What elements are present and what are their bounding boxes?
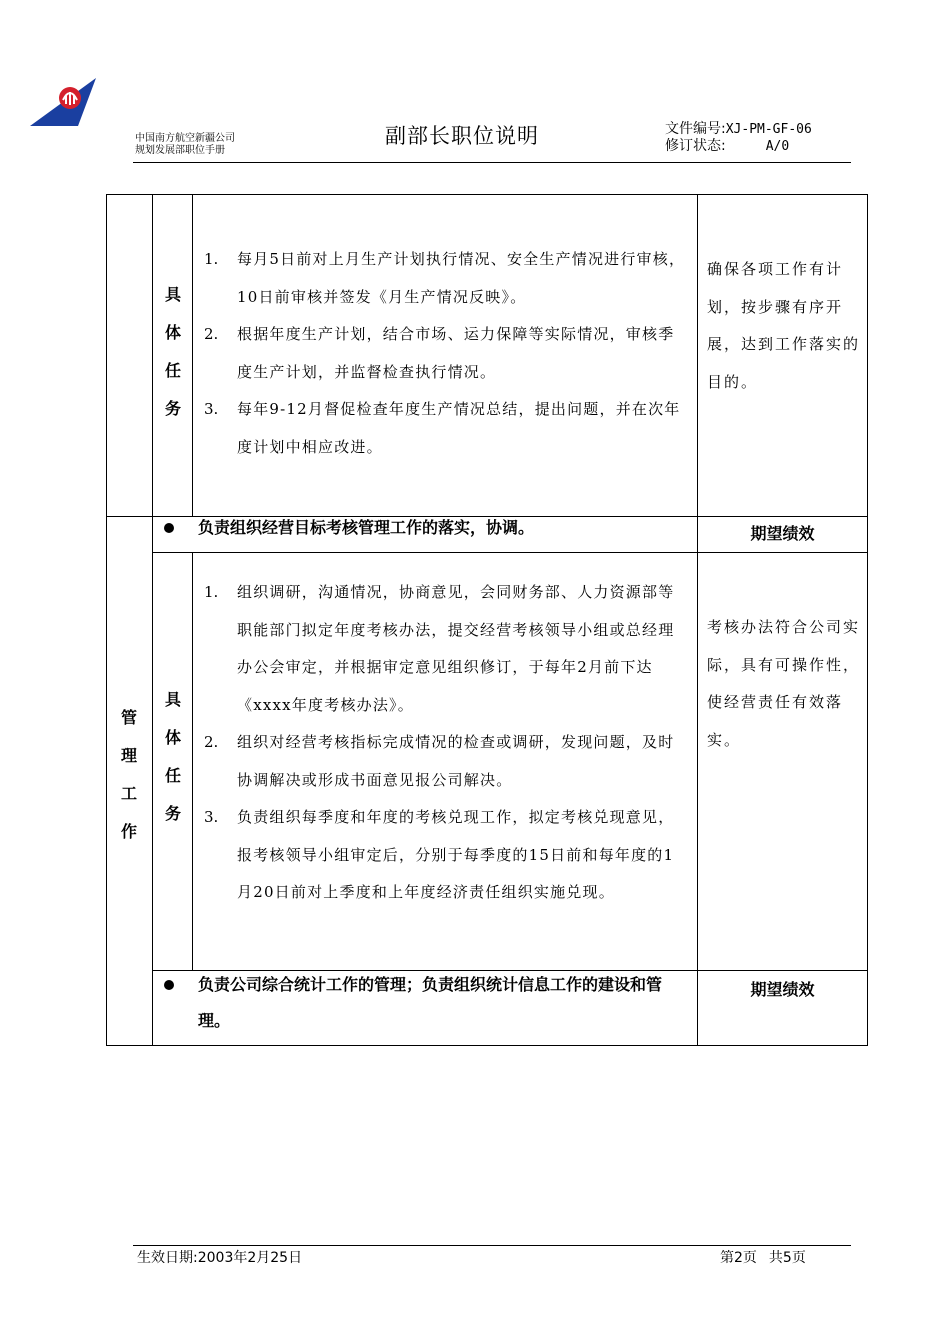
list-item [204,724,690,799]
page-number: 第2页 [720,1250,757,1266]
company-name [135,133,235,157]
list-item [204,241,690,316]
task-text: 根据年度生产计划，结合市场、运力保障等实际情况，审核季度生产计划，并监督检查执行情况。 [237,325,675,381]
expected-performance-header-2: 期望绩效 [750,980,815,999]
table-divider-result [697,194,698,1046]
table-row-divider-2 [152,552,868,553]
task-number: 1. [204,583,219,601]
duty-heading-3: 负责公司综合统计工作的管理；负责组织统计信息工作的建设和管理。 [198,975,663,1030]
duty-heading-2: 负责组织经营目标考核管理工作的落实，协调。 [198,518,535,537]
doc-no-value: XJ-PM-GF-06 [725,122,812,137]
expected-result-2: 考核办法符合公司实际，具有可操作性，使经营责任有效落实。 [707,618,861,749]
page-total: 共5页 [768,1250,806,1266]
company-line2: 规划发展部职位手册 [135,145,225,156]
expected-performance-header-1: 期望绩效 [750,524,815,543]
category-label: 管 理 工 作 [120,708,137,841]
bullet-icon [164,980,174,990]
table-divider-category [152,194,153,1046]
list-item [204,391,690,466]
task-list-2 [204,574,690,912]
task-text: 每月5日前对上月生产计划执行情况、安全生产情况进行审核，10日前审核并签发《月生产情况反映》。 [237,250,686,306]
task-text: 组织调研，沟通情况，协商意见，会同财务部、人力资源部等职能部门拟定年度考核办法，提交经营考核领导小组或总经理办公会审定，并根据审定意见组织修订，于每年2月前下达《xxxx年度考核办法》。 [237,583,675,714]
table-border-left [106,194,107,1046]
expected-result-1: 确保各项工作有计划，按步骤有序开展，达到工作落实的目的。 [707,260,861,391]
bullet-icon [164,523,174,533]
footer-divider [133,1245,851,1246]
job-description-table [106,194,868,1046]
list-item [204,574,690,724]
company-logo-icon [30,78,96,126]
task-number: 1. [204,250,219,268]
list-item [204,799,690,912]
task-text: 负责组织每季度和年度的考核兑现工作，拟定考核兑现意见，报考核领导小组审定后，分别于每季度的15日前和每年度的1月20日前对上季度和上年度经济责任组织实施兑现。 [237,808,675,901]
effective-date: 生效日期:2003年2月25日 [137,1250,303,1266]
table-divider-label-2 [192,552,193,970]
list-item [204,316,690,391]
header-divider [133,162,851,163]
task-label-1: 具 体 任 务 [164,285,181,418]
task-number: 3. [204,808,219,826]
table-border-top [106,194,868,195]
task-text: 每年9-12月督促检查年度生产情况总结，提出问题，并在次年度计划中相应改进。 [237,400,681,456]
task-number: 3. [204,400,219,418]
page-indicator [720,1247,806,1267]
task-number: 2. [204,325,219,343]
revision-label: 修订状态: [665,138,726,154]
table-border-bottom [106,1045,868,1046]
revision-value: A/0 [765,139,790,154]
task-number: 2. [204,733,219,751]
document-meta [665,121,812,155]
task-label-2: 具 体 任 务 [164,690,181,823]
table-divider-label-1 [192,194,193,516]
company-line1: 中国南方航空新疆公司 [135,133,235,144]
task-text: 组织对经营考核指标完成情况的检查或调研，发现问题，及时协调解决或形成书面意见报公司解决。 [237,733,675,789]
task-list-1 [204,241,690,466]
page-title: 副部长职位说明 [385,124,539,148]
doc-no-label: 文件编号: [665,121,726,137]
table-border-right [867,194,868,1046]
